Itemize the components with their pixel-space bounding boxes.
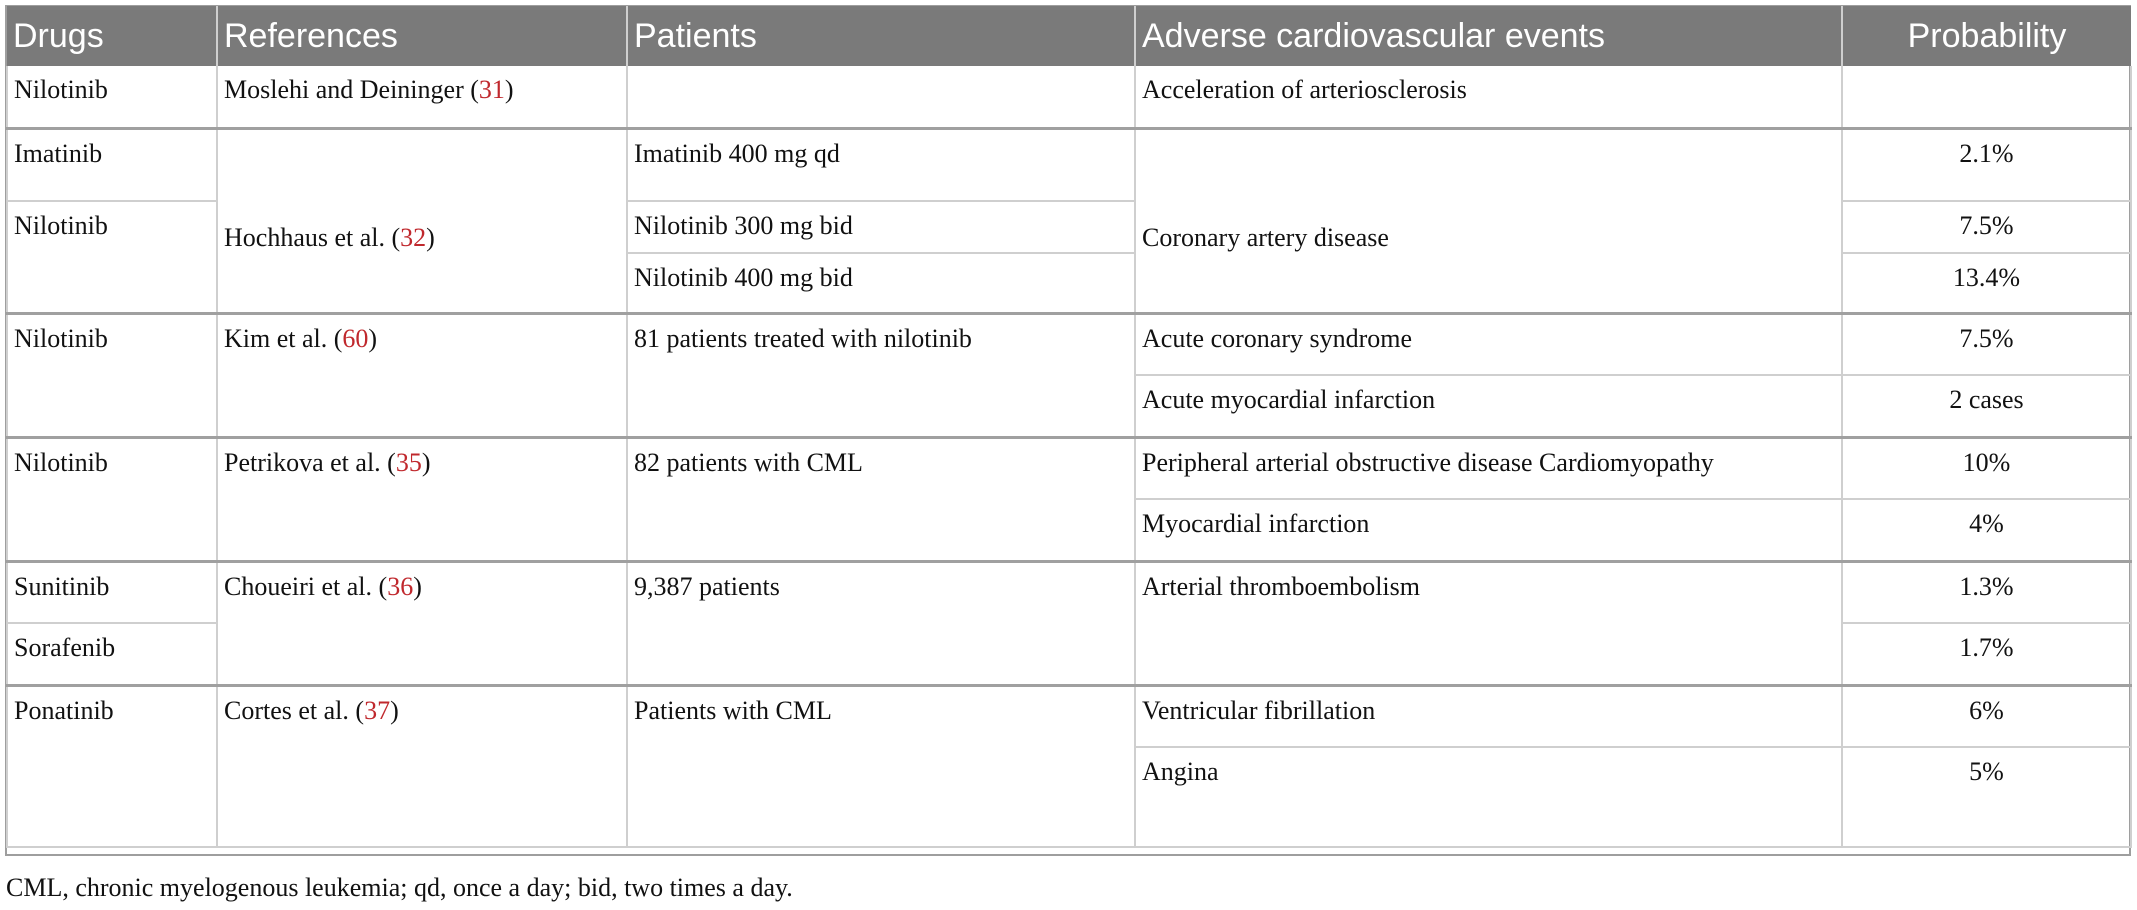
header-references: References — [217, 6, 627, 66]
header-row — [7, 6, 2131, 66]
cell-reference: Hochhaus et al. (32) — [217, 128, 627, 313]
header-drugs: Drugs — [7, 6, 217, 66]
cell-probability — [1842, 66, 2131, 128]
cell-event: Ventricular fibrillation — [1135, 685, 1842, 747]
reference-link[interactable]: 60 — [342, 323, 369, 353]
cell-patients: 82 patients with CML — [627, 437, 1135, 561]
cell-probability: 13.4% — [1842, 253, 2131, 313]
cell-drug: Sorafenib — [7, 623, 217, 685]
cell-drug: Nilotinib — [7, 201, 217, 313]
table-row — [7, 437, 2131, 499]
cell-reference: Cortes et al. (37) — [217, 685, 627, 847]
cell-reference: Moslehi and Deininger (31) — [217, 66, 627, 128]
cell-probability: 2 cases — [1842, 375, 2131, 437]
cell-event: Acute coronary syndrome — [1135, 313, 1842, 375]
header-patients: Patients — [627, 6, 1135, 66]
adverse-events-table — [6, 6, 2132, 848]
cell-drug: Nilotinib — [7, 66, 217, 128]
cell-patients: Imatinib 400 mg qd — [627, 128, 1135, 201]
cell-patients: 81 patients treated with nilotinib — [627, 313, 1135, 437]
cell-patients: Nilotinib 400 mg bid — [627, 253, 1135, 313]
reference-link[interactable]: 36 — [387, 571, 414, 601]
table-row — [7, 685, 2131, 747]
cell-reference: Petrikova et al. (35) — [217, 437, 627, 561]
table-footnote: CML, chronic myelogenous leukemia; qd, once a day; bid, two times a day. — [6, 873, 793, 902]
table-row — [7, 313, 2131, 375]
table-row — [7, 561, 2131, 623]
cell-drug: Sunitinib — [7, 561, 217, 623]
cell-event: Arterial thromboembolism — [1135, 561, 1842, 685]
cell-patients — [627, 66, 1135, 128]
cell-event: Coronary artery disease — [1135, 128, 1842, 313]
cell-probability: 6% — [1842, 685, 2131, 747]
cell-probability: 7.5% — [1842, 313, 2131, 375]
cell-patients: Patients with CML — [627, 685, 1135, 847]
cell-drug: Nilotinib — [7, 437, 217, 561]
cell-patients: 9,387 patients — [627, 561, 1135, 685]
cell-reference: Kim et al. (60) — [217, 313, 627, 437]
cell-event: Myocardial infarction — [1135, 499, 1842, 561]
table-row — [7, 128, 2131, 201]
cell-patients: Nilotinib 300 mg bid — [627, 201, 1135, 253]
cell-probability: 7.5% — [1842, 201, 2131, 253]
header-events: Adverse cardiovascular events — [1135, 6, 1842, 66]
cell-drug: Ponatinib — [7, 685, 217, 847]
cell-probability: 2.1% — [1842, 128, 2131, 201]
reference-link[interactable]: 35 — [395, 447, 422, 477]
reference-link[interactable]: 32 — [400, 222, 427, 252]
table-row — [7, 66, 2131, 128]
cell-drug: Imatinib — [7, 128, 217, 201]
cell-event: Angina — [1135, 747, 1842, 847]
reference-link[interactable]: 31 — [478, 75, 505, 104]
cell-event: Acute myocardial infarction — [1135, 375, 1842, 437]
cell-reference: Choueiri et al. (36) — [217, 561, 627, 685]
cell-event: Acceleration of arteriosclerosis — [1135, 66, 1842, 128]
cell-probability: 5% — [1842, 747, 2131, 847]
cell-drug: Nilotinib — [7, 313, 217, 437]
cell-probability: 4% — [1842, 499, 2131, 561]
cell-probability: 1.3% — [1842, 561, 2131, 623]
cell-probability: 1.7% — [1842, 623, 2131, 685]
cell-event: Peripheral arterial obstructive disease Cardiomyopathy — [1135, 437, 1842, 499]
header-probability: Probability — [1842, 6, 2131, 66]
reference-link[interactable]: 37 — [364, 695, 391, 725]
cell-probability: 10% — [1842, 437, 2131, 499]
